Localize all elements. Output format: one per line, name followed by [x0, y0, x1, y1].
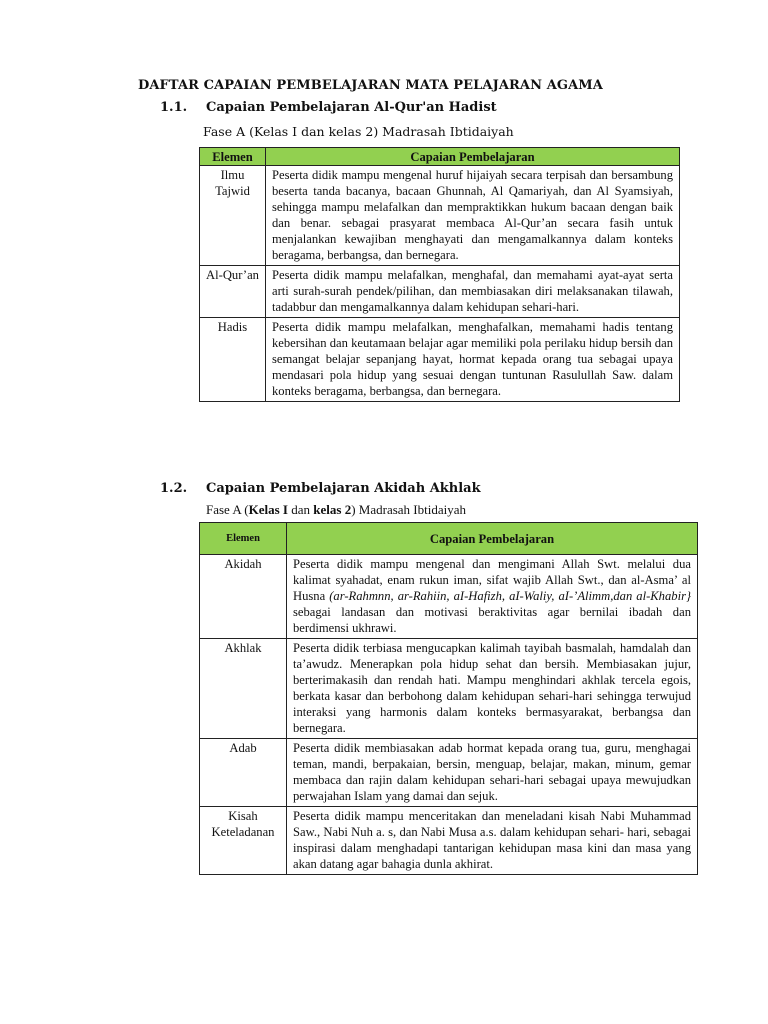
capaian-cell: Peserta didik membiasakan adab hormat kepada orang tua, guru, menghagai teman, mandi, berpakaian, bersin, menguap, belajar, makan, minum, gemar membaca dan rajin dalam kehidupan sehari-hari sebagai upaya mewujudkan perwajahan Islam yang damai dan sejuk. [287, 739, 698, 807]
capaian-cell: Peserta didik mampu mengenal huruf hijaiyah secara terpisah dan bersambung beserta tanda bacanya, bacaan Ghunnah, Al Qamariyah, dan Al Syamsiyah, sehingga mampu melafalkan dan mempraktikkan hukum bacaan dengan baik dan benar. sebagai prasyarat membaca Al-Qur’an secara fasih untuk menjalankan kewajiban menghayati dan mengamalkannya dalam konteks beragama, berbangsa, dan bernegara. [266, 166, 680, 266]
elemen-cell: Al-Qur’an [200, 266, 266, 318]
table-row [200, 555, 698, 639]
capaian-text: Peserta didik mampu mengenal dan mengimani Allah Swt. melalui dua kalimat syahadat, enam rukun iman, sifat wajib Allah Swt., dan al-Asma’ al Husna [293, 557, 691, 603]
asmaul-husna-italic: (ar-Rahmnn, ar-Rahiin, aI-Hafizh, aI-Waliy, aI-’Alimm,dan al-Khabir} [329, 589, 692, 603]
table-header-row [200, 148, 680, 166]
capaian-text: sebagai landasan dan motivasi beraktivitas agar bernilai ibadah dan berdimensi ukhrawi. [293, 605, 691, 635]
fase-kelas-1: Kelas I [248, 502, 288, 517]
fase-text: dan [288, 502, 314, 517]
column-header-capaian: Capaian Pembelajaran [266, 148, 680, 166]
fase-text: ) Madrasah Ibtidaiyah [351, 502, 466, 517]
capaian-cell: Peserta didik mampu menceritakan dan meneladani kisah Nabi Muhammad Saw., Nabi Nuh a. s, dan Nabi Musa a.s. dalam kehidupan sehari- hari, sebagai inspirasi dalam menghadapi tantarigan kehidupan masa kini dan masa yang akan datang agar bahagia dunla akhirat. [287, 807, 698, 875]
table-row [200, 739, 698, 807]
section-title: Capaian Pembelajaran Akidah Akhlak [206, 481, 481, 496]
table-row [200, 807, 698, 875]
table-header-row [200, 523, 698, 555]
section-heading-akidah-akhlak [160, 481, 481, 496]
elemen-cell: Hadis [200, 318, 266, 402]
elemen-cell: Akhlak [200, 639, 287, 739]
column-header-elemen: Elemen [200, 148, 266, 166]
table-row [200, 639, 698, 739]
table-row [200, 318, 680, 402]
capaian-cell: Peserta didik mampu melafalkan, menghafal, dan memahami ayat-ayat serta arti surah-surah pendek/pilihan, dan membiasakan diri melaksanakan tilawah, tadabbur dan mengamalkannya dalam kehidupan sehari-hari. [266, 266, 680, 318]
table-row [200, 166, 680, 266]
table-row [200, 266, 680, 318]
document-title: DAFTAR CAPAIAN PEMBELAJARAN MATA PELAJARAN AGAMA [138, 78, 603, 93]
fase-label: Fase A (Kelas I dan kelas 2) Madrasah Ibtidaiyah [203, 124, 514, 139]
section-heading-al-quran-hadist [160, 100, 497, 115]
fase-text: Fase A ( [206, 502, 249, 517]
column-header-elemen: Elemen [200, 523, 287, 555]
capaian-cell: Peserta didik terbiasa mengucapkan kalimah tayibah basmalah, hamdalah dan ta’awudz. Menerapkan pola hidup sehat dan bersih. Membiasakan jujur, berterimakasih dan rendah hati. Mampu menghindari akhlak tercela egois, berkata kasar dan berbohong dalam kehidupan sehari-hari sehingga terwujud interaksi yang harmonis dalam konteks bermasyarakat, berbangsa dan bernegara. [287, 639, 698, 739]
fase-kelas-2: kelas 2 [313, 502, 352, 517]
section-number: 1.2. [160, 481, 188, 496]
capaian-cell [287, 555, 698, 639]
section-title: Capaian Pembelajaran Al-Qur'an Hadist [206, 100, 497, 115]
elemen-cell: Kisah Keteladanan [200, 807, 287, 875]
elemen-cell: Ilmu Tajwid [200, 166, 266, 266]
elemen-cell: Adab [200, 739, 287, 807]
section-number: 1.1. [160, 100, 188, 115]
fase-label [206, 502, 466, 518]
capaian-table-akidah-akhlak [199, 522, 698, 875]
elemen-cell: Akidah [200, 555, 287, 639]
capaian-table-al-quran-hadist [199, 147, 680, 402]
column-header-capaian: Capaian Pembelajaran [287, 523, 698, 555]
capaian-cell: Peserta didik mampu melafalkan, menghafalkan, memahami hadis tentang kebersihan dan keutamaan belajar agar memiliki pola perilaku hidup bersih dan semangat belajar sepanjang hayat, hormat kepada orang tua sebagai upaya mendasari pola hidup yang sesuai dengan tuntunan Rasulullah Saw. dalam konteks beragama, berbangsa, dan bernegara. [266, 318, 680, 402]
